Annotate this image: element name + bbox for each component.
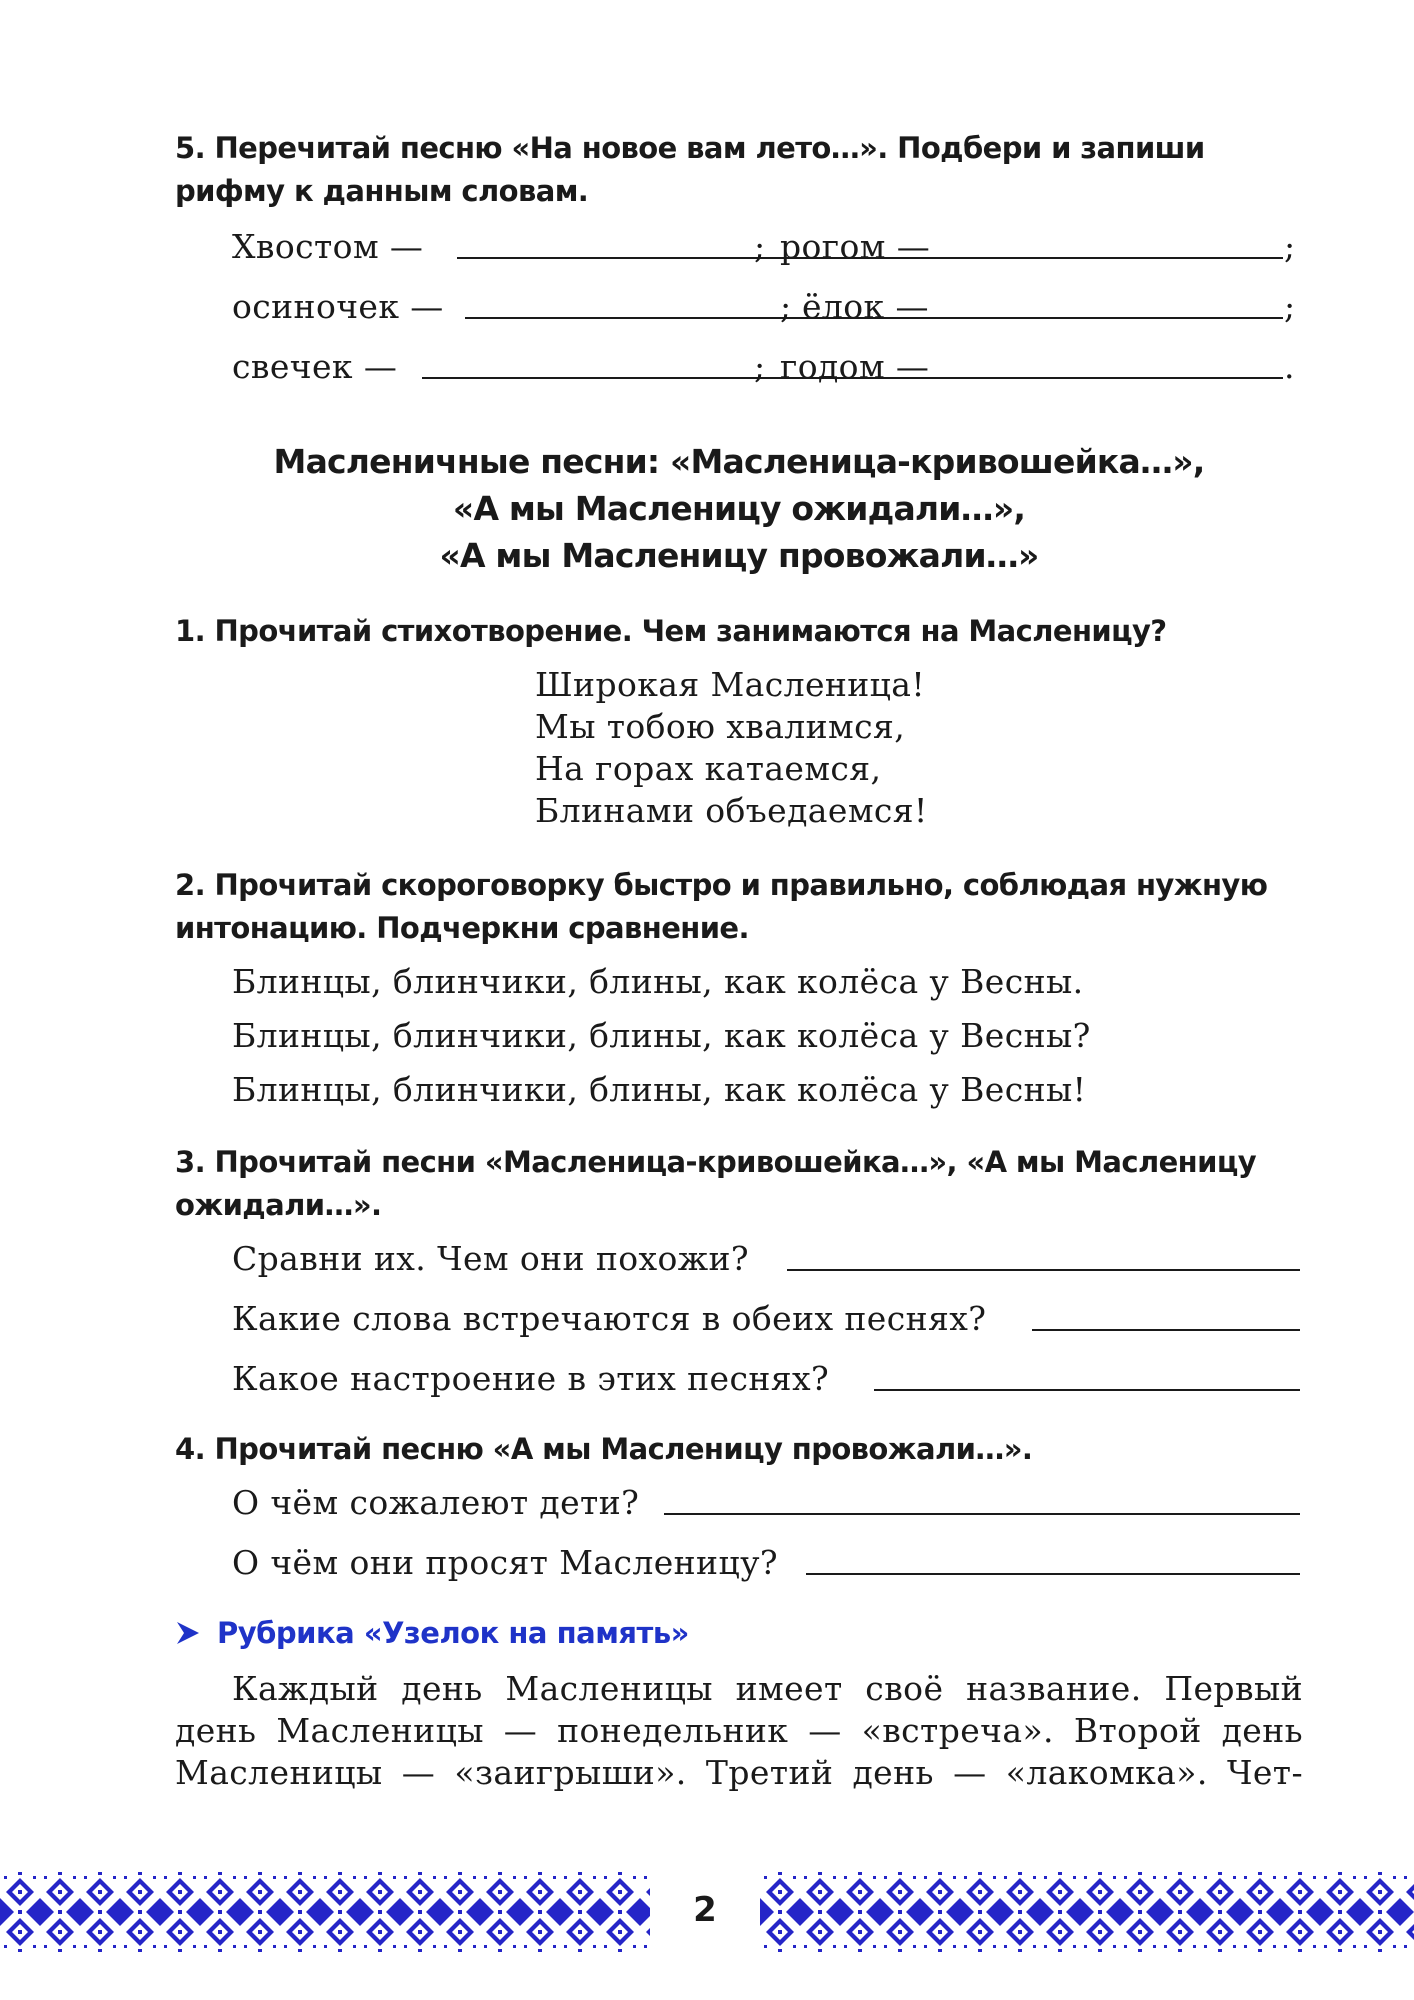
task4-question-1 [232,1480,639,1526]
page-number: 2 [693,1890,717,1930]
separator: ; [1284,227,1296,266]
rubric-paragraph [175,1668,1303,1794]
task3-question-3 [232,1356,829,1402]
section-heading-line-2: «А мы Масленицу ожидали…», [452,489,1026,528]
tongue-twister-line: Блинцы, блинчики, блины, как колёса у Весны? [232,1016,1091,1055]
task2-instruction: 2. Прочитай скороговорку быстро и правильно, соблюдая нужную интонацию. Подчеркни сравнение. [175,868,1268,945]
task5-instruction: 5. Перечитай песню «На новое вам лето…». Подбери и запиши рифму к данным словам. [175,131,1205,208]
question-text: О чём они просят Масленицу? [232,1543,778,1582]
section-heading-line-1: Масленичные песни: «Масленица-кривошейка…», [273,442,1205,481]
paragraph-line: Каждый день Масленицы имеет своё название. Первый [232,1669,1303,1708]
task5-word-rogom: рогом — [780,227,931,266]
separator: ; [754,227,766,266]
task3-instruction: 3. Прочитай песни «Масленица-кривошейка…», «А мы Масленицу ожидали…». [175,1145,1257,1222]
ornament-border-right [760,1872,1414,1952]
poem-line: Мы тобою хвалимся, [535,707,906,746]
section-heading-line-3: «А мы Масленицу провожали…» [439,536,1039,575]
answer-blank[interactable] [664,1480,1300,1515]
question-text: Какие слова встречаются в обеих песнях? [232,1299,987,1338]
answer-blank[interactable] [787,1236,1300,1271]
poem-line: Блинами объедаемся! [535,791,928,830]
ornament-border-left [0,1872,650,1952]
question-text: Какое настроение в этих песнях? [232,1359,830,1398]
separator: ; [754,347,766,386]
tongue-twister-line: Блинцы, блинчики, блины, как колёса у Весны! [232,1070,1087,1109]
tongue-twister-line: Блинцы, блинчики, блины, как колёса у Весны. [232,962,1084,1001]
separator: ; [780,287,792,326]
question-text: Сравни их. Чем они похожи? [232,1239,750,1278]
task5-word-yolok: ёлок — [802,287,929,326]
task3-question-2 [232,1296,986,1342]
task5-word-hvostom: Хвостом — [232,227,424,266]
task3-question-1 [232,1236,749,1282]
rubric-title: Рубрика «Узелок на память» [217,1616,689,1650]
answer-blank[interactable] [874,1356,1300,1391]
separator: ; [1284,287,1296,326]
task1-instruction: 1. Прочитай стихотворение. Чем занимаются на Масленицу? [175,614,1167,648]
answer-blank[interactable] [954,284,1283,319]
task5-word-godom: годом — [780,347,930,386]
question-text: О чём сожалеют дети? [232,1483,640,1522]
task4-question-2 [232,1540,778,1586]
rubric-heading [175,1610,689,1656]
arrow-right-icon [175,1620,201,1646]
answer-blank[interactable] [806,1540,1300,1575]
task5-word-svechek: свечек — [232,347,398,386]
poem [535,664,928,832]
section-heading [175,438,1303,579]
poem-line: На горах катаемся, [535,749,882,788]
answer-blank[interactable] [465,284,1017,319]
task4-instruction: 4. Прочитай песню «А мы Масленицу провожали…». [175,1432,1033,1466]
separator: . [1284,347,1295,386]
paragraph-line: день Масленицы — понедельник — «встреча». Второй день [175,1711,1303,1750]
poem-line: Широкая Масленица! [535,665,926,704]
answer-blank[interactable] [1032,1296,1300,1331]
answer-blank[interactable] [954,224,1283,259]
task5-word-osinochek: осиночек — [232,287,444,326]
paragraph-line: Масленицы — «заигрыши». Третий день — «лакомка». Чет- [175,1753,1303,1792]
answer-blank[interactable] [954,344,1283,379]
